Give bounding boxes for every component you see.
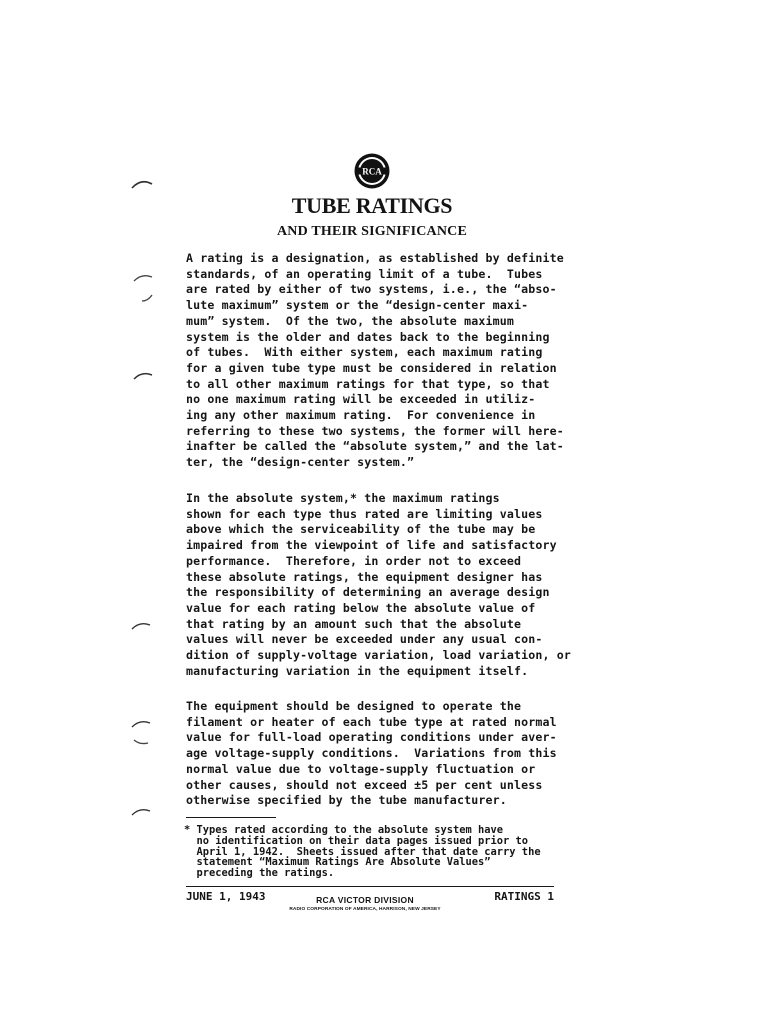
binder-hole-mark (130, 806, 152, 818)
binder-hole-mark (130, 178, 154, 192)
binder-hole-mark (132, 370, 154, 382)
binder-hole-mark (140, 292, 154, 304)
svg-text:RCA: RCA (362, 166, 382, 177)
footnote: * Types rated according to the absolute system have no identification on their data pages issued prior to April 1, 1942. Sheets issued after that date carry the statement “Maximum Ratings Are Absolute Values” preceding the ratings. (184, 824, 541, 880)
footer-corporation: RADIO CORPORATION OF AMERICA, HARRISON, NEW JERSEY (289, 907, 441, 912)
binder-hole-mark (132, 272, 154, 284)
rca-logo-icon (353, 152, 391, 190)
binder-hole-mark (130, 620, 152, 632)
footer-divider (186, 886, 554, 887)
paragraph-rating-definition: A rating is a designation, as established by definite standards, of an operating limit of a tube. Tubes are rated by either of two systems, i.e., the “abso- lute maximum” system or the “design-center maxi- mum” system. Of the two, the absolute maximum system is the older and dates back to the beginning of tubes. With either system, each maximum rating for a given tube type must be considered in relation to all other maximum ratings for that type, so that no one maximum rating will be exceeded in utiliz- ing any other maximum rating. For convenience in referring to these two systems, the former will here- inafter be called the “absolute system,” and the lat- ter, the “design-center system.” (186, 251, 564, 470)
footer-division: RCA VICTOR DIVISION (316, 895, 414, 905)
footnote-divider (186, 817, 276, 818)
binder-hole-mark (132, 737, 150, 747)
footer-date: JUNE 1, 1943 (186, 890, 266, 903)
paragraph-heater-operation: The equipment should be designed to operate the filament or heater of each tube type at rated normal value for full-load operating conditions under aver- age voltage-supply conditions. Variations from this normal value due to voltage-supply fluctuation or other causes, should not exceed ±5 per cent unless otherwise specified by the tube manufacturer. (186, 699, 557, 808)
page-title: TUBE RATINGS (291, 193, 453, 218)
binder-hole-mark (130, 718, 152, 730)
paragraph-absolute-system: In the absolute system,* the maximum ratings shown for each type thus rated are limiting values above which the serviceability of the tube may be impaired from the viewpoint of life and satisfactory performance. Therefore, in order not to exceed these absolute ratings, the equipment designer has the responsibility of determining an average design value for each rating below the absolute value of that rating by an amount such that the absolute values will never be exceeded under any usual con- dition of supply-voltage variation, load variation, or manufacturing variation in the equipment itself. (186, 491, 572, 678)
page-subtitle: AND THEIR SIGNIFICANCE (276, 224, 468, 239)
footer-page-label: RATINGS 1 (494, 890, 554, 903)
